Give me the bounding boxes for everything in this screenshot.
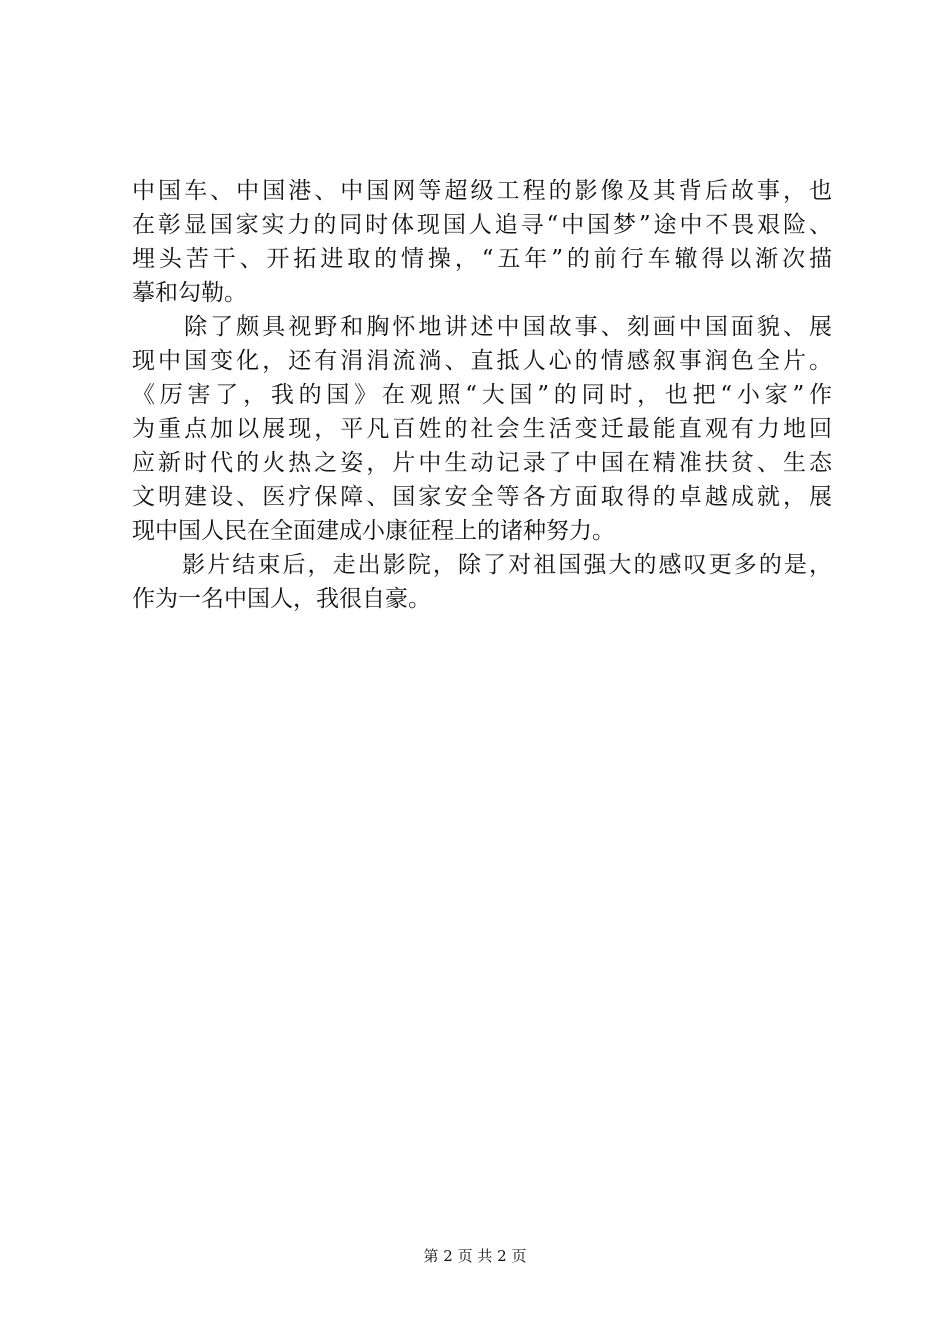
text-line: 文明建设、医疗保障、国家安全等各方面取得的卓越成就，展 — [132, 484, 832, 510]
text-line: 现中国人民在全面建成小康征程上的诸种努力。 — [132, 518, 615, 544]
text-line: 《厉害了，我的国》在观照“大国”的同时，也把“小家”作 — [132, 382, 832, 408]
text-line: 中国车、中国港、中国网等超级工程的影像及其背后故事，也 — [132, 178, 832, 204]
text-line: 影片结束后，走出影院，除了对祖国强大的感叹更多的是， — [132, 552, 832, 578]
text-line: 为重点加以展现，平凡百姓的社会生活变迁最能直观有力地回 — [132, 416, 832, 442]
text-line: 在彰显国家实力的同时体现国人追寻“中国梦”途中不畏艰险、 — [132, 212, 832, 238]
page-footer: 第 2 页 共 2 页 — [423, 1247, 527, 1265]
text-line: 现中国变化，还有涓涓流淌、直抵人心的情感叙事润色全片。 — [132, 348, 832, 374]
text-line: 摹和勾勒。 — [132, 280, 247, 306]
text-line: 作为一名中国人，我很自豪。 — [132, 586, 431, 612]
body-text — [132, 174, 832, 616]
text-line: 除了颇具视野和胸怀地讲述中国故事、刻画中国面貌、展 — [132, 314, 832, 340]
text-line: 应新时代的火热之姿，片中生动记录了中国在精准扶贫、生态 — [132, 450, 832, 476]
text-line: 埋头苦干、开拓进取的情操，“五年”的前行车辙得以渐次描 — [132, 246, 832, 272]
